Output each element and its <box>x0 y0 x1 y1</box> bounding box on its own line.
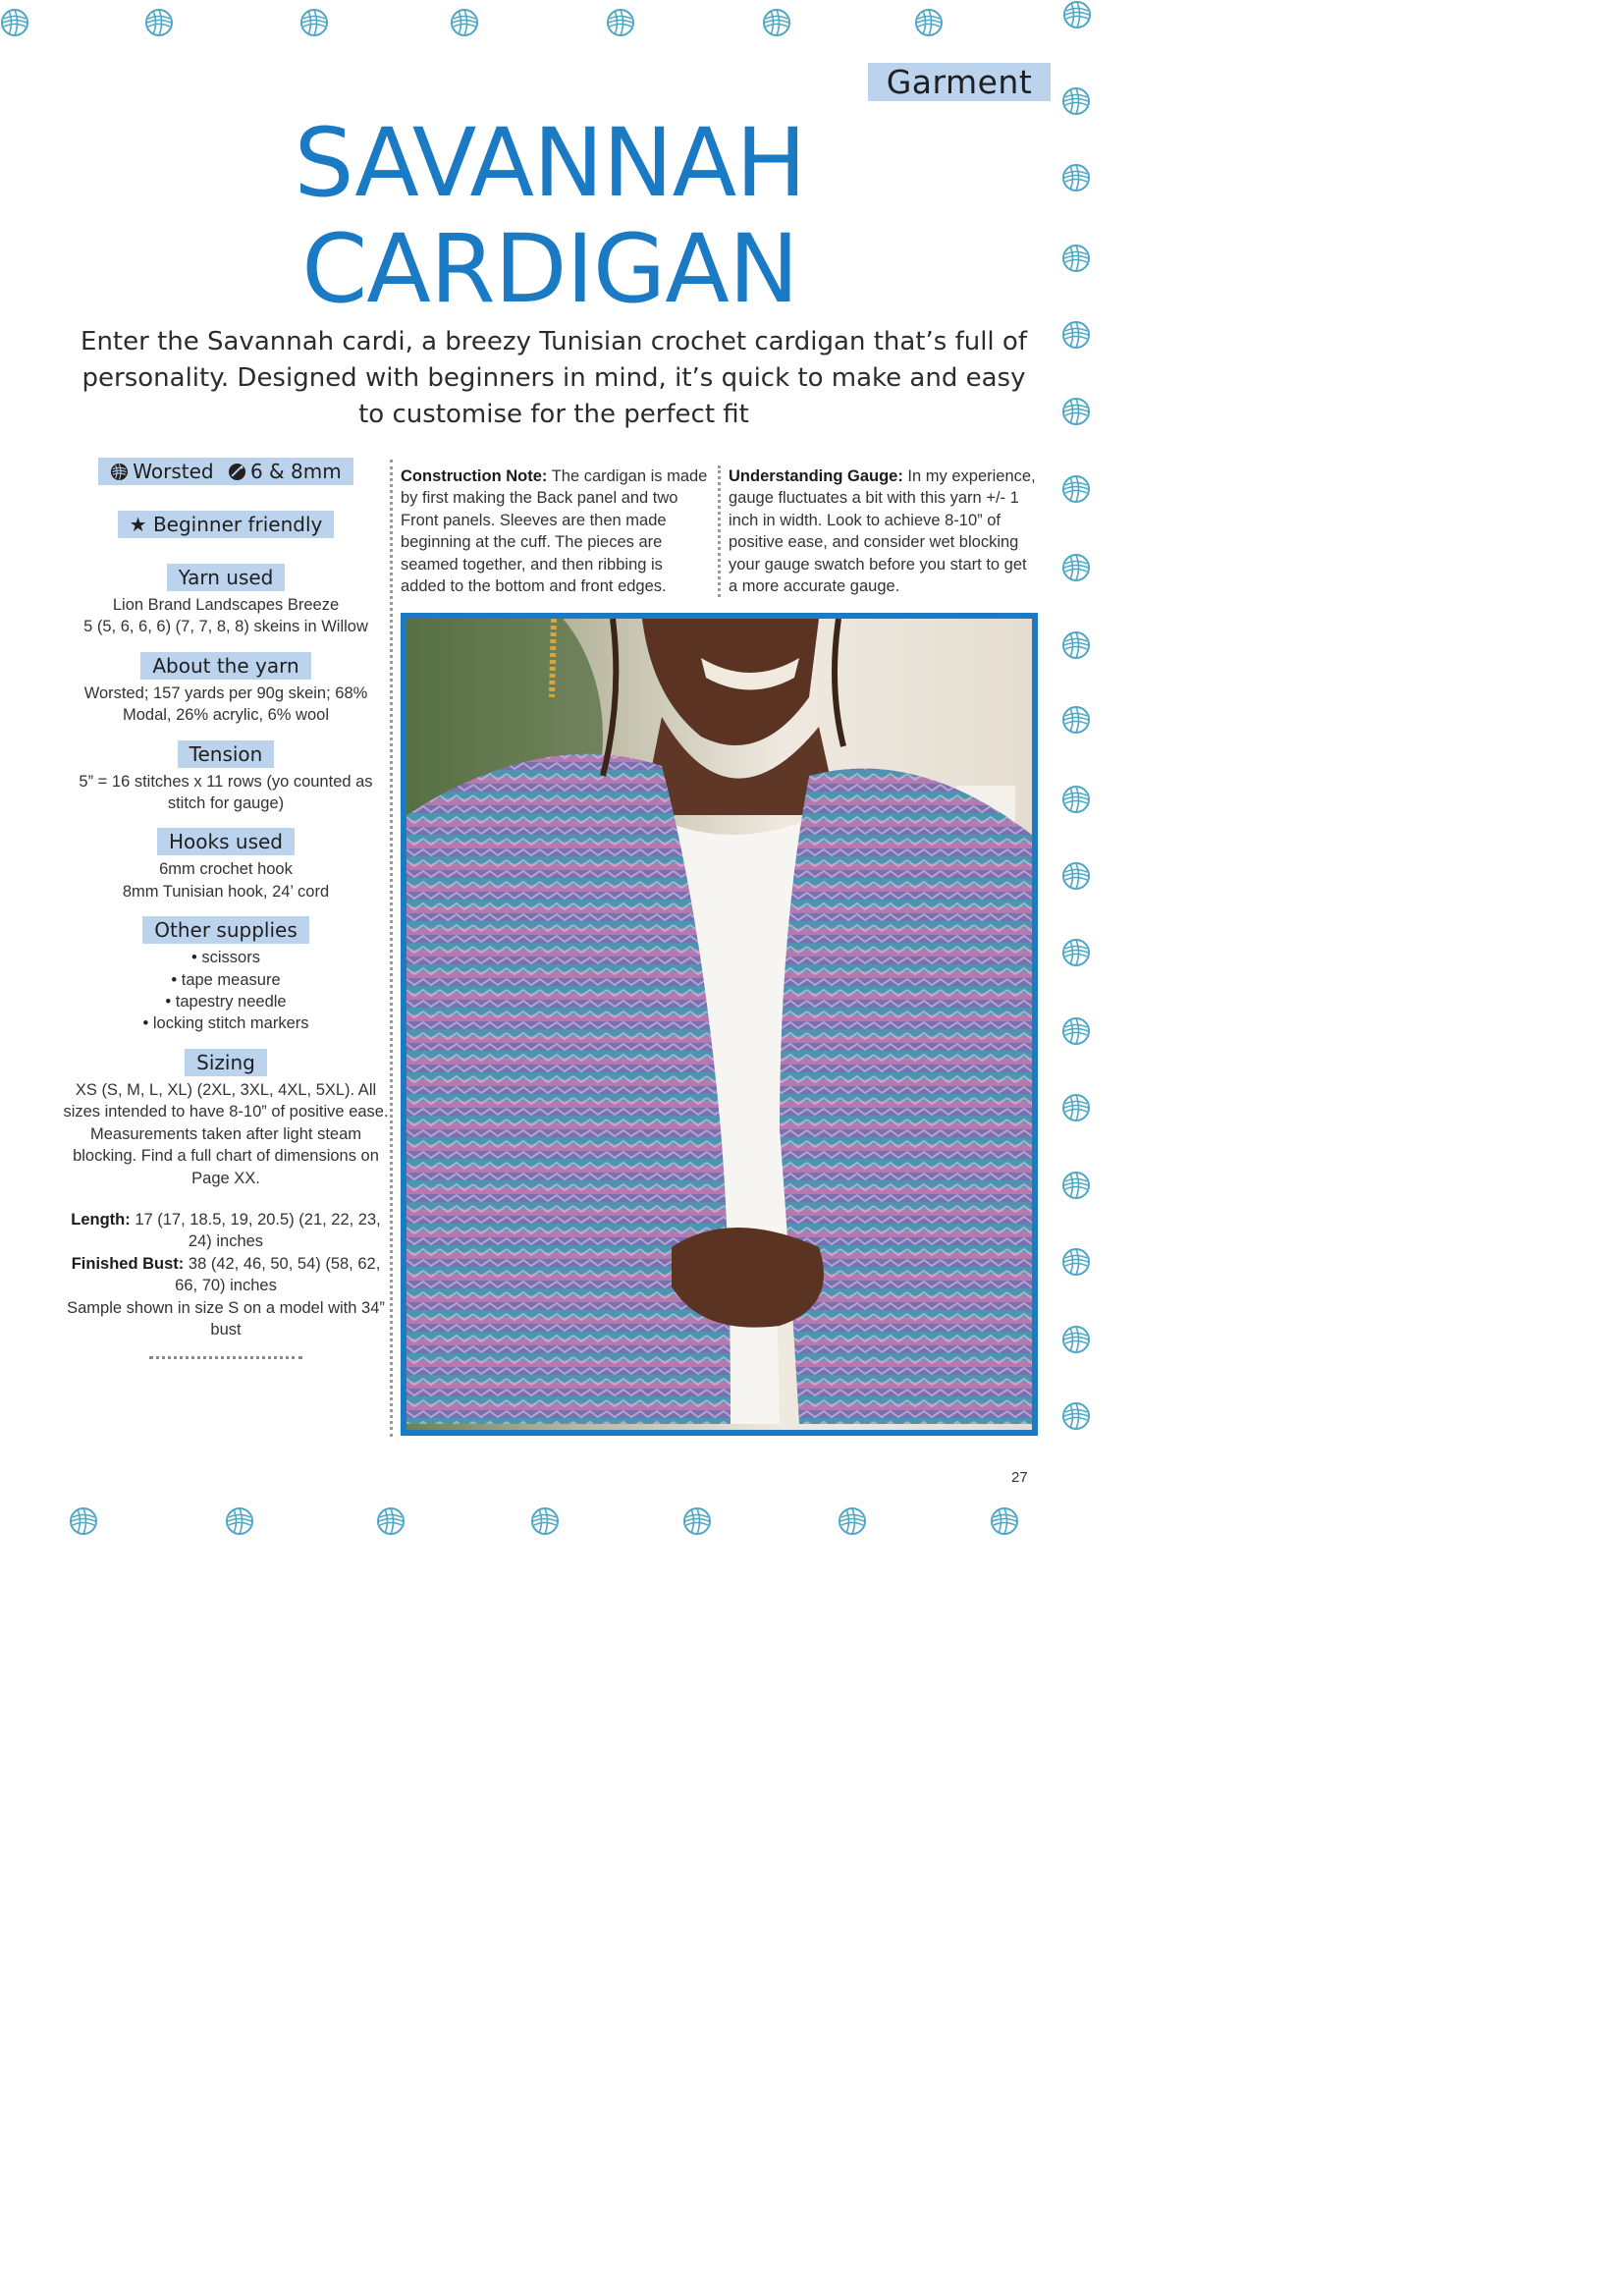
supplies-list <box>61 947 391 1035</box>
yarn-name: Lion Brand Landscapes Breeze <box>112 596 340 614</box>
gauge-note-text: In my experience, gauge fluctuates a bit with this yarn +/- 1 inch in width. Look to achieve 8-10” of positive ease, and consider wet blocking your gauge swatch before you start to get a more accurate gauge. <box>729 467 1036 596</box>
about-yarn-text: Worsted; 157 yards per 90g skein; 68% Modal, 26% acrylic, 6% wool <box>83 683 368 725</box>
yarn-ball-icon <box>69 1506 98 1536</box>
hook-size: 6 & 8mm <box>249 460 342 483</box>
intro-paragraph: Enter the Savannah cardi, a breezy Tunisian crochet cardigan that’s full of personality. Designed with beginners in mind, it’s quick to make and easy to customise for the perfect fit <box>81 327 1027 429</box>
yarn-ball-icon <box>1061 553 1091 582</box>
yarn-used-heading: Yarn used <box>167 564 286 591</box>
hook-icon <box>228 463 246 481</box>
yarn-ball-icon <box>1061 86 1091 116</box>
bust-label: Finished Bust: <box>71 1254 185 1273</box>
column-divider <box>718 465 721 597</box>
cardigan-photo <box>401 613 1038 1436</box>
yarn-ball-icon <box>1062 0 1092 29</box>
title-line-2: CARDIGAN <box>301 214 798 324</box>
yarn-ball-icon <box>914 8 944 37</box>
yarn-ball-icon <box>299 8 329 37</box>
page-number: 27 <box>1011 1469 1028 1486</box>
title-line-1: SAVANNAH <box>294 108 806 218</box>
hook-1: 6mm crochet hook <box>159 860 293 879</box>
construction-note-text: The cardigan is made by first making the Back panel and two Front panels. Sleeves are then made beginning at the cuff. The pieces are seamed together, and then ribbing is added to the bottom and front edges. <box>401 467 708 596</box>
yarn-ball-icon <box>376 1506 406 1536</box>
yarn-ball-icon <box>1061 1247 1091 1277</box>
supplies-heading: Other supplies <box>142 916 308 944</box>
hooks-text <box>61 858 391 902</box>
yarn-ball-icon <box>1061 938 1091 967</box>
difficulty-badge <box>118 511 335 538</box>
yarn-ball-icon <box>1061 705 1091 735</box>
yarn-ball-icon <box>1061 474 1091 504</box>
yarn-quantity: 5 (5, 6, 6, 6) (7, 7, 8, 8) skeins in Willow <box>83 618 368 636</box>
section-divider <box>149 1356 302 1359</box>
yarn-ball-icon <box>1061 785 1091 814</box>
list-item: • scissors <box>61 947 391 968</box>
list-item: • tape measure <box>61 969 391 991</box>
star-icon: ★ <box>129 513 153 536</box>
yarn-weight: Worsted <box>133 460 214 483</box>
yarn-ball-icon <box>1061 244 1091 273</box>
section-tag: Garment <box>868 63 1051 101</box>
yarn-ball-icon <box>762 8 791 37</box>
yarn-ball-icon <box>606 8 635 37</box>
yarn-ball-icon <box>530 1506 560 1536</box>
hooks-heading: Hooks used <box>157 828 295 855</box>
bust-value: 38 (42, 46, 50, 54) (58, 62, 66, 70) inches <box>175 1254 381 1295</box>
sizing-text: XS (S, M, L, XL) (2XL, 3XL, 4XL, 5XL). All sizes intended to have 8-10” of positive ease. Measurements taken after light steam blocking. Find a full chart of dimensions on Page XX. <box>63 1080 389 1187</box>
yarn-ball-icon <box>1061 1093 1091 1122</box>
yarn-ball-icon <box>1061 1401 1091 1431</box>
yarn-ball-icon <box>1061 861 1091 891</box>
yarn-ball-icon <box>144 8 174 37</box>
tension-text: 5” = 16 stitches x 11 rows (yo counted as stitch for gauge) <box>79 772 373 813</box>
length-value: 17 (17, 18.5, 19, 20.5) (21, 22, 23, 24) inches <box>130 1210 381 1251</box>
tension-heading: Tension <box>178 740 275 768</box>
sample-note: Sample shown in size S on a model with 34” bust <box>67 1298 385 1339</box>
yarn-ball-icon <box>990 1506 1019 1536</box>
yarn-ball-icon <box>1061 1171 1091 1200</box>
measurements <box>61 1209 391 1340</box>
yarn-used-text <box>61 594 391 638</box>
yarn-hook-badge <box>98 458 352 485</box>
yarn-ball-icon <box>1061 1016 1091 1046</box>
yarn-ball-icon <box>838 1506 867 1536</box>
length-label: Length: <box>71 1210 131 1229</box>
page-title <box>147 110 952 322</box>
yarn-ball-icon <box>1061 163 1091 192</box>
gauge-note <box>729 465 1039 597</box>
yarn-ball-icon <box>1061 397 1091 426</box>
hook-2: 8mm Tunisian hook, 24’ cord <box>122 882 330 901</box>
yarn-ball-icon <box>1061 320 1091 350</box>
yarn-ball-icon <box>450 8 479 37</box>
sizing-heading: Sizing <box>185 1049 267 1076</box>
column-divider <box>390 460 393 1437</box>
about-yarn-heading: About the yarn <box>140 652 310 680</box>
construction-note <box>401 465 711 597</box>
yarn-ball-icon <box>1061 630 1091 660</box>
list-item: • locking stitch markers <box>61 1012 391 1034</box>
yarn-ball-icon <box>110 463 129 481</box>
list-item: • tapestry needle <box>61 991 391 1012</box>
construction-note-label: Construction Note: <box>401 467 548 485</box>
difficulty-label: Beginner friendly <box>152 513 323 536</box>
yarn-ball-icon <box>1061 1325 1091 1354</box>
gauge-note-label: Understanding Gauge: <box>729 467 903 485</box>
yarn-ball-icon <box>682 1506 712 1536</box>
yarn-ball-icon <box>0 8 29 37</box>
pattern-specs-column <box>61 458 391 1359</box>
yarn-ball-icon <box>225 1506 254 1536</box>
